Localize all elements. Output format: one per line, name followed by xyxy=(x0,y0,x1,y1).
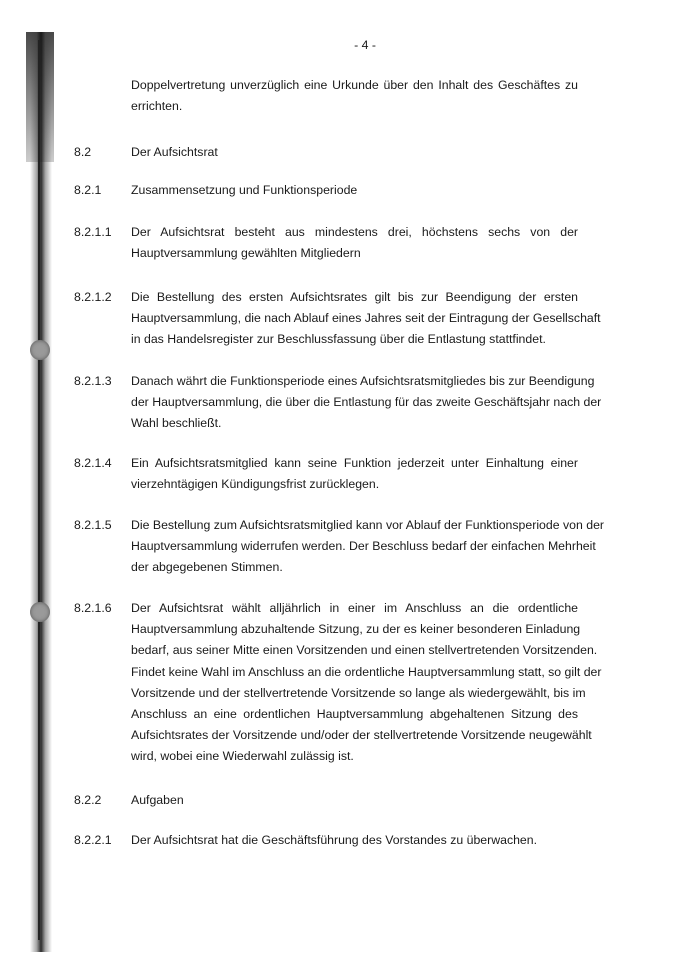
text-line: Der Aufsichtsrat xyxy=(131,145,218,159)
section-number: 8.2.1.2 xyxy=(74,290,112,304)
text-line: Danach währt die Funktionsperiode eines Aufsichtsratsmitgliedes bis zur Beendigung xyxy=(131,374,595,388)
section-number: 8.2.1.6 xyxy=(74,601,112,615)
section-paragraph xyxy=(131,790,578,811)
text-line: Hauptversammlung widerrufen werden. Der Beschluss bedarf der einfachen Mehrheit xyxy=(131,539,596,554)
text-line: bedarf, aus seiner Mitte einen Vorsitzenden und einen stellvertretenden Vorsitzenden. xyxy=(131,643,598,658)
section-number: 8.2.1.3 xyxy=(74,374,112,388)
section-number: 8.2.1.4 xyxy=(74,456,112,470)
section-number: 8.2.2.1 xyxy=(74,833,112,847)
section-paragraph xyxy=(131,598,602,768)
text-line: Hauptversammlung abzuhaltende Sitzung, zu der es keiner besonderen Einladung xyxy=(131,622,581,637)
section-paragraph xyxy=(131,142,578,163)
text-line: Die Bestellung zum Aufsichtsratsmitglied kann vor Ablauf der Funktionsperiode von der xyxy=(131,518,604,532)
text-line: Anschluss an eine ordentlichen Hauptversammlung abgehaltenen Sitzung des xyxy=(131,706,578,721)
text-line: Ein Aufsichtsratsmitglied kann seine Funktion jederzeit unter Einhaltung einer xyxy=(131,456,578,470)
text-line: errichten. xyxy=(131,99,183,114)
text-line: Vorsitzende und der stellvertretende Vorsitzende so lange als wiedergewählt, bis im xyxy=(131,685,586,700)
section-paragraph xyxy=(131,75,578,117)
text-line: Der Aufsichtsrat wählt alljährlich in einer im Anschluss an die ordentliche xyxy=(131,601,578,615)
page-number: - 4 - xyxy=(354,38,376,52)
section-paragraph xyxy=(131,287,601,351)
section-number: 8.2.1.5 xyxy=(74,518,112,532)
punch-hole xyxy=(30,602,50,622)
text-line: Aufsichtsrates der Vorsitzende und/oder der stellvertretende Vorsitzende neugewählt xyxy=(131,728,592,743)
section-number: 8.2.1.1 xyxy=(74,225,112,239)
text-line: Doppelvertretung unverzüglich eine Urkunde über den Inhalt des Geschäftes zu xyxy=(131,78,578,92)
text-line: Aufgaben xyxy=(131,793,184,807)
section-paragraph xyxy=(131,830,578,851)
section-paragraph xyxy=(131,515,604,579)
text-line: der abgegebenen Stimmen. xyxy=(131,560,283,575)
binder-edge xyxy=(30,32,52,952)
section-number: 8.2 xyxy=(74,145,92,159)
text-line: der Hauptversammlung, die über die Entlastung für das zweite Geschäftsjahr nach der xyxy=(131,395,602,410)
section-number: 8.2.1 xyxy=(74,183,102,197)
section-paragraph xyxy=(131,222,578,264)
text-line: Der Aufsichtsrat hat die Geschäftsführung des Vorstandes zu überwachen. xyxy=(131,833,538,847)
text-line: Findet keine Wahl im Anschluss an die ordentliche Hauptversammlung statt, so gilt der xyxy=(131,664,602,679)
section-paragraph xyxy=(131,180,578,201)
section-number: 8.2.2 xyxy=(74,793,102,807)
text-line: vierzehntägigen Kündigungsfrist zurücklegen. xyxy=(131,477,380,492)
text-line: in das Handelsregister zur Beschlussfassung über die Entlastung stattfindet. xyxy=(131,332,546,347)
punch-hole xyxy=(30,340,50,360)
text-line: wird, wobei eine Wiederwahl zulässig ist. xyxy=(131,749,354,764)
section-paragraph xyxy=(131,371,602,435)
text-line: Der Aufsichtsrat besteht aus mindestens drei, höchstens sechs von der xyxy=(131,225,578,239)
text-line: Die Bestellung des ersten Aufsichtsrates gilt bis zur Beendigung der ersten xyxy=(131,290,578,304)
section-paragraph xyxy=(131,453,578,495)
text-line: Wahl beschließt. xyxy=(131,416,222,431)
text-line: Hauptversammlung gewählten Mitgliedern xyxy=(131,246,361,261)
binder-line xyxy=(38,40,40,940)
text-line: Hauptversammlung, die nach Ablauf eines Jahres seit der Eintragung der Gesellschaft xyxy=(131,311,601,326)
text-line: Zusammensetzung und Funktionsperiode xyxy=(131,183,358,197)
